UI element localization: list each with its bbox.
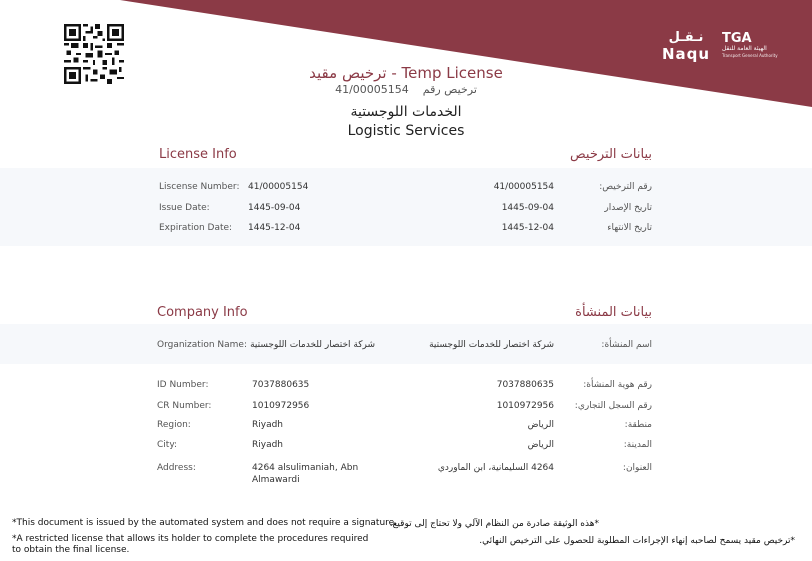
license-number-value-en: 41/00005154 — [248, 182, 309, 192]
tga-name-english: Transport General Authority — [722, 53, 778, 58]
license-number-line — [0, 83, 812, 96]
region-label-arabic: منطقة: — [624, 420, 652, 430]
company-info-title-arabic: بيانات المنشأة — [575, 305, 652, 320]
cr-number-value-ar: 1010972956 — [496, 401, 554, 411]
city-label-arabic: المدينة: — [623, 440, 652, 450]
footer-note-signature: *This document is issued by the automated system and does not require a signature. — [12, 518, 398, 528]
license-info-panel — [0, 168, 812, 246]
region-label: Region: — [157, 420, 191, 430]
id-number-value-ar: 7037880635 — [496, 380, 554, 390]
city-value-en: Riyadh — [252, 440, 284, 450]
id-number-label-arabic: رقم هوية المنشأة: — [583, 380, 652, 390]
cr-number-value-en: 1010972956 — [252, 401, 310, 411]
address-value-ar: 4264 السليمانية، ابن الماوردي — [437, 463, 554, 473]
issue-date-label-arabic: تاريخ الإصدار — [604, 203, 652, 213]
organization-name-value-ar: شركة اختصار للخدمات اللوجستية — [429, 340, 554, 350]
expiration-date-value-en: 1445-12-04 — [248, 223, 301, 233]
license-info-title: License Info — [159, 147, 237, 162]
address-label: Address: — [157, 463, 196, 473]
region-value-ar: الرياض — [527, 420, 554, 430]
naqu-logo — [662, 30, 710, 62]
service-title-english: Logistic Services — [347, 123, 465, 139]
license-number-label-arabic: رقم الترخيص: — [599, 182, 652, 192]
expiration-date-label: Expiration Date: — [159, 223, 233, 233]
organization-name-label-arabic: اسم المنشأة: — [601, 340, 652, 350]
tga-logo — [722, 32, 778, 59]
id-number-label: ID Number: — [157, 380, 209, 390]
license-number-value: 41/00005154 — [335, 83, 409, 96]
footer-note-restricted-line2: to obtain the final license. — [12, 545, 130, 555]
tga-logo-text: TGA — [722, 31, 752, 46]
issue-date-value-ar: 1445-09-04 — [501, 203, 554, 213]
address-value-en-line2: Almawardi — [252, 475, 300, 485]
region-value-en: Riyadh — [252, 420, 284, 430]
license-number-label: Liscense Number: — [159, 182, 240, 192]
cr-number-label-arabic: رقم السجل التجاري: — [574, 401, 652, 411]
address-label-arabic: العنوان: — [622, 463, 652, 473]
footer-note-restricted-line1: *A restricted license that allows its holder to complete the procedures required — [12, 534, 369, 544]
id-number-value-en: 7037880635 — [252, 380, 310, 390]
company-info-title: Company Info — [157, 305, 248, 320]
license-number-value-ar: 41/00005154 — [493, 182, 554, 192]
footer-note-restricted-arabic: *ترخيص مقيد يسمح لصاحبه إنهاء الإجراءات المطلوبة للحصول على الترخيص النهائي. — [479, 536, 795, 546]
footer-note-signature-arabic: *هذه الوثيقة صادرة من النظام الآلي ولا تحتاج إلى توقيع. — [389, 519, 599, 529]
organization-name-value-en: شركة اختصار للخدمات اللوجستية — [250, 340, 375, 350]
city-label: City: — [157, 440, 178, 450]
license-info-title-arabic: بيانات الترخيص — [569, 147, 652, 162]
document-title: ترخيص مقيد - Temp License — [309, 64, 503, 82]
issue-date-label: Issue Date: — [159, 203, 210, 213]
expiration-date-label-arabic: تاريخ الانتهاء — [607, 223, 652, 233]
city-value-ar: الرياض — [527, 440, 554, 450]
cr-number-label: CR Number: — [157, 401, 212, 411]
address-value-en-line1: 4264 alsulimaniah, Abn — [252, 463, 359, 473]
tga-name-arabic: الهيئة العامة للنقل — [722, 45, 767, 52]
issue-date-value-en: 1445-09-04 — [248, 203, 301, 213]
company-org-panel — [0, 324, 812, 364]
naqu-logo-text: Naqu — [662, 45, 711, 63]
license-number-label-arabic: ترخيص رقم — [422, 83, 477, 96]
expiration-date-value-ar: 1445-12-04 — [501, 223, 554, 233]
service-title-arabic: الخدمات اللوجستية — [350, 104, 462, 120]
organization-name-label: Organization Name: — [157, 340, 247, 350]
naqu-logo-arabic: نـقـل — [668, 30, 704, 45]
